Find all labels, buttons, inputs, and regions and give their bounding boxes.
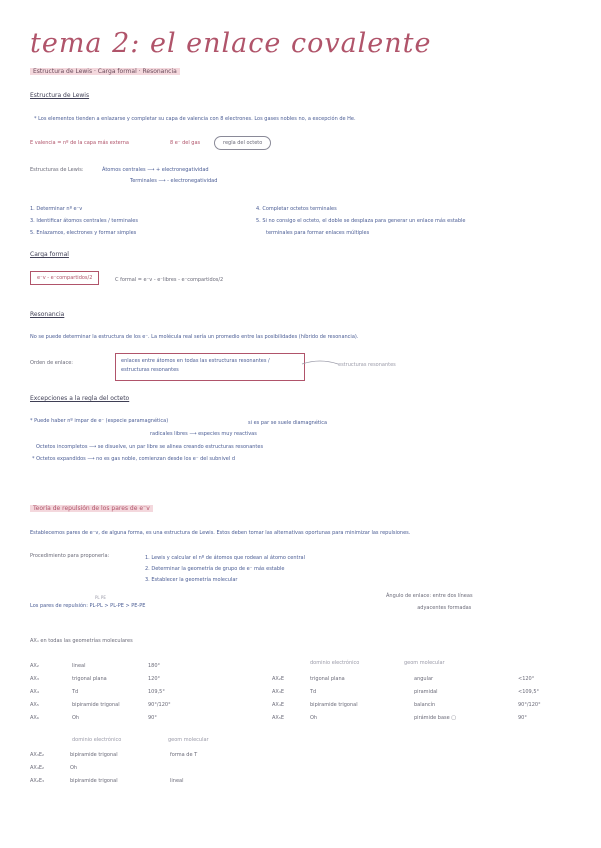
step-item: 5. Enlazamos, electrones y formar simples: [30, 230, 137, 236]
table-row: AX₃E₂ bipiramide trigonal forma de T: [30, 752, 198, 758]
geometry-table-bottom: [30, 749, 197, 788]
table-row: AX₄E bipiramide trigonal balancín 90°/120°: [272, 702, 541, 708]
arrow-icon: [300, 356, 340, 370]
table-row: AX₅ bipiramide trigonal 90°/120°: [30, 702, 171, 708]
table-row: AX₆ Oh 90°: [30, 715, 157, 721]
page-title: tema 2: el enlace covalente: [30, 28, 432, 59]
step-item: 1. Determinar nº e⁻v: [30, 206, 83, 212]
step-item: 3. Identificar átomos centrales / terminales: [30, 218, 138, 224]
vsepr-intro: Establecemos pares de e⁻v, de alguna forma, es una estructura de Lewis. Estos deben tomar las alternativas oportunas para minimizar las repulsiones.: [30, 530, 411, 536]
table-right-header-2: geom molecular: [404, 660, 445, 666]
e-label: 8 e⁻ del gas: [170, 140, 201, 146]
exception-item: * Octetos expandidos ⟶ no es gas noble, comienzan desde los e⁻ del subnivel d: [32, 456, 236, 462]
lewis-heading: Estructura de Lewis: [30, 92, 90, 99]
struct-label: Estructuras de Lewis:: [30, 167, 84, 173]
vsepr-steps-label: Procedimiento para proponerla:: [30, 553, 110, 559]
table-bottom-header-1: dominio electrónico: [72, 737, 122, 743]
angle-note-line: adyacentes formadas: [417, 605, 472, 611]
table-row: AX₂E₃ bipiramide trigonal lineal: [30, 778, 184, 784]
bond-order-box: enlaces entre átomos en todas las estructuras resonantes / estructuras resonantes: [115, 353, 305, 381]
table-row: AX₄E₂ Oh: [30, 765, 78, 771]
formal-heading: Carga formal: [30, 251, 69, 258]
step-item: 2. Determinar la geometría de grupo de e⁻ más estable: [145, 566, 285, 572]
table-row: AX₅E Oh pirámide base ▢ 90°: [272, 715, 527, 721]
step-item: 3. Establecer la geometría molecular: [145, 577, 238, 583]
table-bottom-header-2: geom molecular: [168, 737, 209, 743]
formula-box: e⁻v - e⁻compartidos/2: [30, 271, 99, 285]
step-item: terminales para formar enlaces múltiples: [266, 230, 370, 236]
step-item: 4. Completar octetos terminales: [256, 206, 337, 212]
struct-central: Átomos centrales ⟶ + electronegatividad: [102, 167, 209, 173]
exception-item: * Puede haber nº impar de e⁻ (especie paramagnética): [30, 418, 169, 424]
steps-right: [256, 203, 466, 239]
exception-item: Octetos incompletos ⟶ se disuelve, un par libre se alinea creando estructuras resonantes: [36, 444, 264, 450]
formula: C formal = e⁻v - e⁻libres - e⁻compartidos/2: [115, 277, 224, 283]
exceptions-heading: Excepciones a la regla del octeto: [30, 395, 130, 402]
angle-note: [386, 590, 473, 614]
table-row: AX₃ trigonal plana 120°: [30, 676, 161, 682]
table-row: AX₄ Td 109,5°: [30, 689, 165, 695]
exception-item: radicales libres ⟶ especies muy reactivas: [150, 431, 257, 437]
bond-order-label: Orden de enlace:: [30, 360, 73, 366]
step-item: 1. Lewis y calcular el nº de átomos que rodean al átomo central: [145, 555, 305, 561]
e-valencia: E valencia = nº de la capa más externa: [30, 140, 129, 146]
table-row: AX₃E Td piramidal <109,5°: [272, 689, 540, 695]
repulsion-order: Los pares de repulsión: PL-PL > PL-PE > PE-PE: [30, 603, 146, 609]
repulsion-over: PL PE: [95, 595, 106, 600]
resonance-annotation: estructuras resonantes: [338, 362, 396, 368]
steps-left: [30, 203, 138, 239]
lewis-intro: * Los elementos tienden a enlazarse y completar su capa de valencia con 8 electrones. Los gases nobles no, a excepción de He.: [34, 116, 356, 122]
subtitle: Estructura de Lewis · Carga formal · Resonancia: [30, 68, 180, 75]
step-item: 5. Si no consigo el octeto, el doble se desplaza para generar un enlace más estable: [256, 218, 466, 224]
exception-note: si es par se suele diamagnética: [248, 420, 328, 426]
table-row: AX₂E trigonal plana angular <120°: [272, 676, 535, 682]
resonance-heading: Resonancia: [30, 311, 65, 318]
geometry-table-left: [30, 660, 171, 725]
ax-note: AXₙ en todas las geometrías moleculares: [30, 638, 133, 644]
struct-terminal: Terminales ⟶ - electronegatividad: [130, 178, 218, 184]
octet-bubble: regla del octeto: [214, 136, 271, 150]
angle-note-line: Ángulo de enlace: entre dos líneas: [386, 593, 473, 599]
table-row: AX₂ lineal 180°: [30, 663, 161, 669]
resonance-intro: No se puede determinar la estructura de los e⁻. La molécula real sería un promedio entre las posibilidades (híbrido de resonancia).: [30, 334, 359, 340]
geometry-table-right: [272, 673, 541, 725]
vsepr-heading: Teoría de repulsión de los pares de e⁻v: [30, 505, 153, 512]
vsepr-steps: [145, 553, 305, 586]
table-right-header-1: dominio electrónico: [310, 660, 360, 666]
